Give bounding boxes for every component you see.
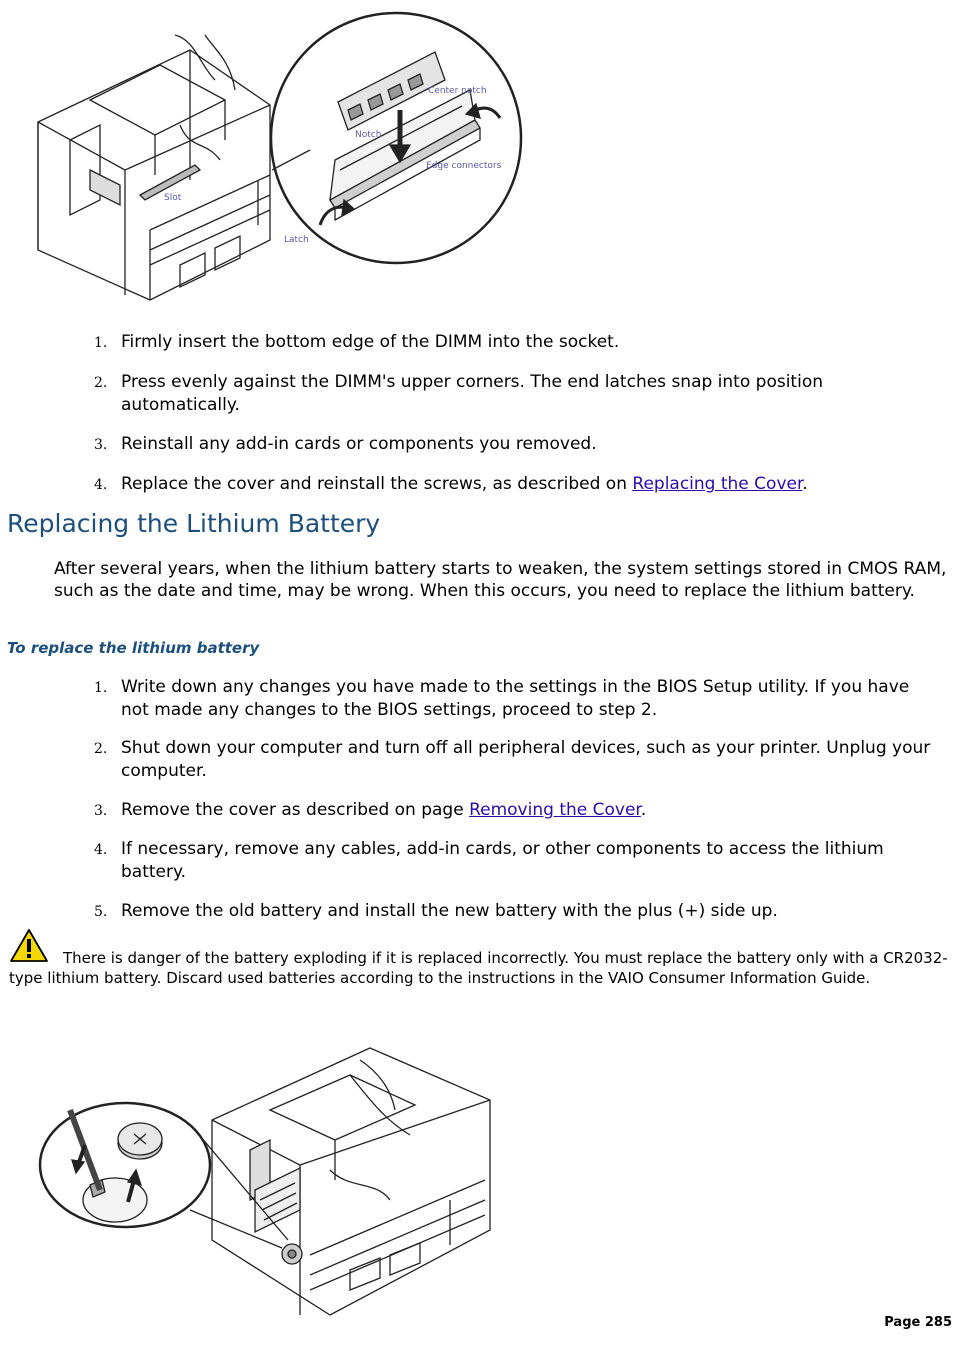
step-text-end: . — [802, 474, 808, 494]
step-text: Replace the cover and reinstall the screws, as described on — [121, 474, 633, 494]
step-number: 1. — [94, 335, 108, 351]
list-item — [88, 371, 938, 417]
warning-text: There is danger of the battery exploding if it is replaced incorrectly. You must replace the battery only with a CR2032-type lithium battery. Discard used batteries according to the instructions in the VAIO Consumer Information Guide. — [9, 949, 948, 987]
step-text: Remove the cover as described on page — [121, 800, 470, 820]
step-number: 1. — [94, 680, 108, 696]
list-item — [88, 799, 938, 822]
procedure-heading: To replace the lithium battery — [7, 639, 260, 657]
section-intro: After several years, when the lithium battery starts to weaken, the system settings stored in CMOS RAM, such as the date and time, may be wrong. When this occurs, you need to replace the lithium battery. — [54, 559, 947, 601]
section-title: Replacing the Lithium Battery — [7, 509, 381, 538]
dimm-install-figure — [30, 10, 530, 305]
battery-replacement-figure — [30, 1040, 500, 1320]
slot-label: Slot — [164, 193, 182, 203]
step-number: 4. — [94, 477, 108, 493]
step-number: 3. — [94, 437, 108, 453]
step-text: Write down any changes you have made to the settings in the BIOS Setup utility. If you have not made any changes to the BIOS settings, proceed to step 2. — [121, 677, 910, 720]
notch-label: Notch — [355, 130, 382, 140]
list-item — [88, 433, 938, 456]
step-number: 5. — [94, 904, 108, 920]
dimm-steps-list — [88, 331, 938, 496]
removing-the-cover-link[interactable]: Removing the Cover — [469, 800, 641, 820]
step-number: 2. — [94, 375, 108, 391]
list-item — [88, 473, 938, 496]
step-text: Reinstall any add-in cards or components you removed. — [121, 434, 597, 454]
step-text: Shut down your computer and turn off all peripheral devices, such as your printer. Unplug your computer. — [121, 738, 931, 781]
list-item — [88, 838, 938, 884]
list-item — [88, 331, 938, 354]
step-text: Press evenly against the DIMM's upper corners. The end latches snap into position automatically. — [121, 372, 823, 415]
step-text: Firmly insert the bottom edge of the DIMM into the socket. — [121, 332, 620, 352]
step-text: Remove the old battery and install the new battery with the plus (+) side up. — [121, 901, 778, 921]
latch-label: Latch — [284, 235, 309, 245]
battery-steps-list — [88, 676, 938, 923]
edge-connectors-label: Edge connectors — [426, 161, 502, 171]
page-number: Page 285 — [884, 1315, 952, 1330]
step-text: If necessary, remove any cables, add-in cards, or other components to access the lithium battery. — [121, 839, 884, 882]
step-text-end: . — [640, 800, 647, 820]
step-number: 2. — [94, 741, 108, 757]
list-item — [88, 900, 938, 923]
warning-text-block — [9, 948, 949, 988]
replacing-the-cover-link[interactable]: Replacing the Cover — [632, 474, 803, 494]
list-item — [88, 676, 938, 722]
step-number: 3. — [94, 803, 108, 819]
list-item — [88, 737, 938, 783]
center-notch-label: Center notch — [428, 86, 487, 96]
step-number: 4. — [94, 842, 108, 858]
